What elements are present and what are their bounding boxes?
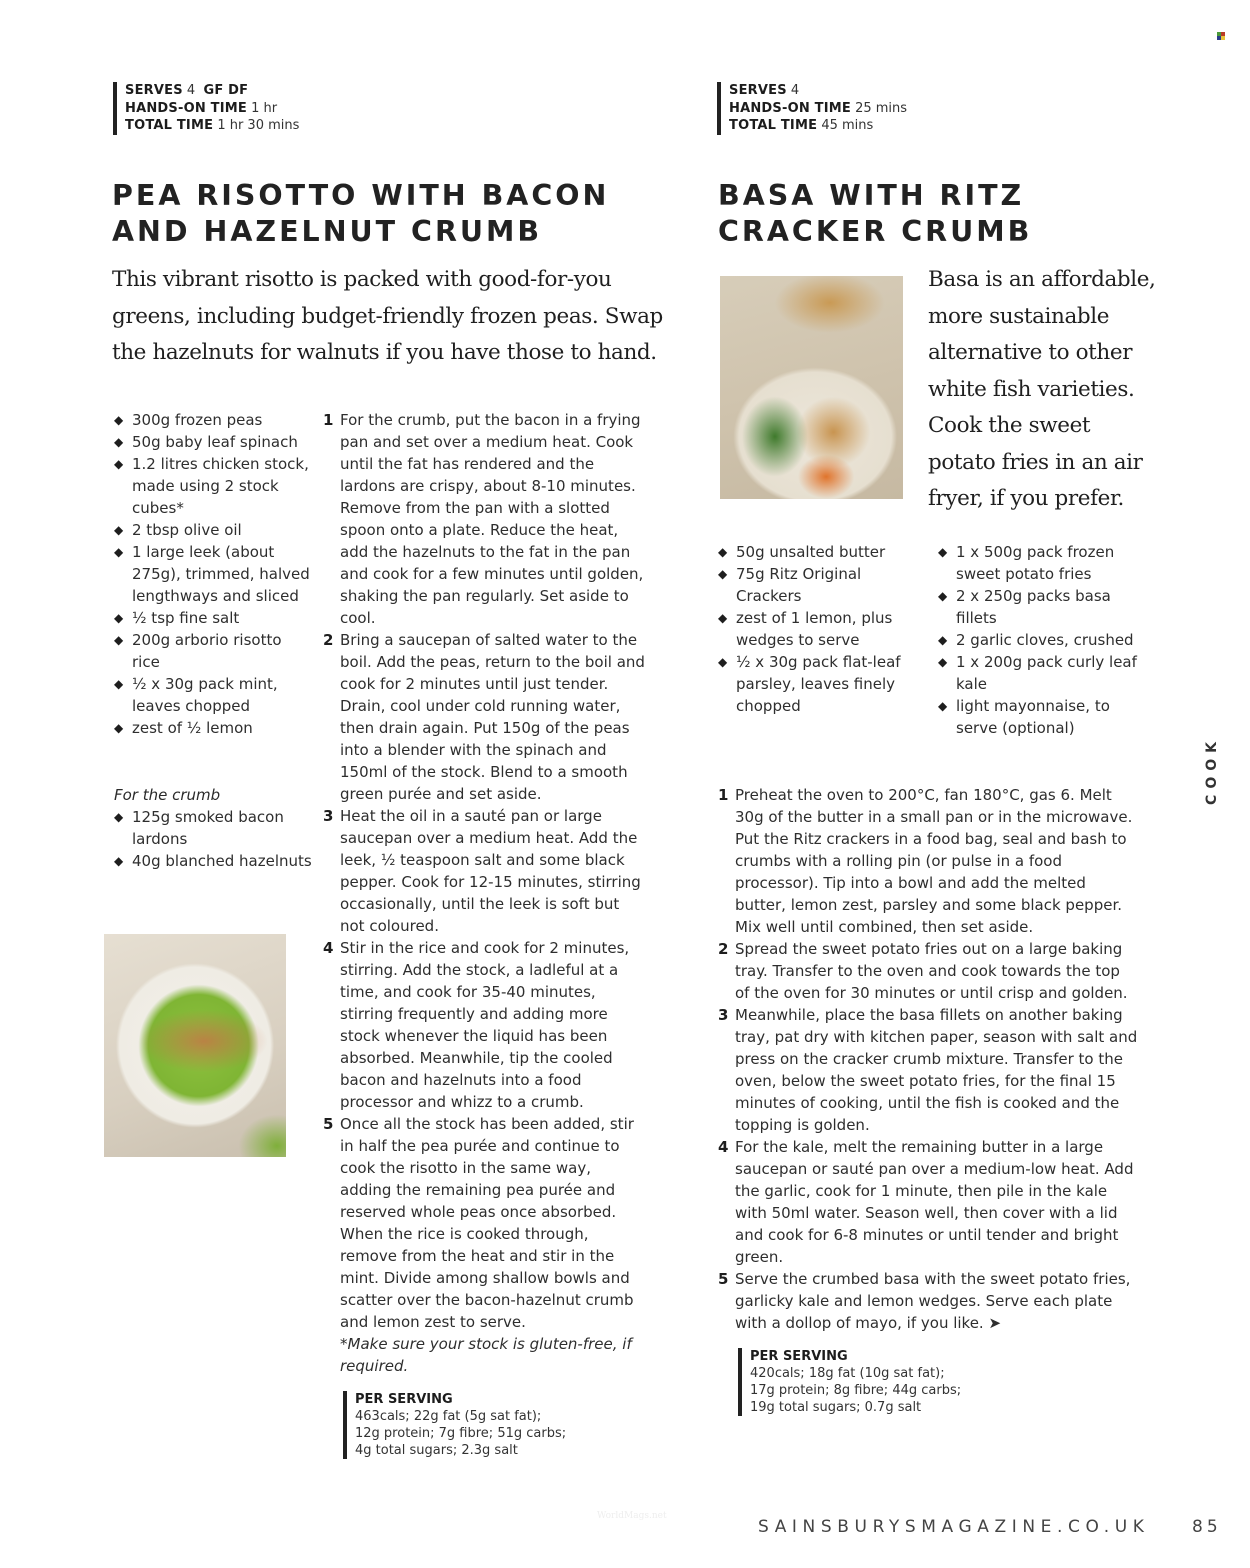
- pea-risotto-photo: [104, 934, 286, 1157]
- page-number: 85: [1192, 1517, 1222, 1537]
- ingredient-list-crumb: [114, 806, 314, 872]
- list-item: ◆ light mayonnaise, to serve (optional): [938, 695, 1148, 739]
- recipe-meta-pea-risotto: [113, 82, 299, 135]
- nutrition-line: 12g protein; 7g fibre; 51g carbs;: [355, 1426, 567, 1441]
- list-item: ◆ ½ x 30g pack mint, leaves chopped: [114, 673, 314, 717]
- list-item: ◆ 1 x 200g pack curly leaf kale: [938, 651, 1148, 695]
- method-step: 4 For the kale, melt the remaining butter in a large saucepan or sauté pan over a medium-low heat. Add the garlic, cook for 1 minute, then pile in the kale with 50ml water. Season well, then cover with a lid and cook for 6-8 minutes or until tender and bright green.: [718, 1138, 1134, 1266]
- publisher-logo-icon: [1217, 32, 1225, 40]
- list-item: ◆ 75g Ritz Original Crackers: [718, 563, 928, 607]
- section-tab-cook: COOK: [1204, 736, 1220, 805]
- serves-row: SERVES 4: [729, 83, 800, 98]
- list-item: ◆ 1.2 litres chicken stock, made using 2 stock cubes*: [114, 453, 314, 519]
- total-time-row: TOTAL TIME 1 hr 30 mins: [125, 118, 300, 133]
- hands-on-row: HANDS-ON TIME 25 mins: [729, 100, 908, 116]
- footer-website: SAINSBURYSMAGAZINE.CO.UK: [758, 1517, 1150, 1537]
- crumb-subheading: For the crumb: [114, 786, 221, 804]
- recipe-meta-basa: [717, 82, 907, 135]
- hands-on-row: HANDS-ON TIME 1 hr: [125, 100, 278, 116]
- list-item: ◆ 1 large leek (about 275g), trimmed, halved lengthways and sliced: [114, 541, 314, 607]
- nutrition-line: 420cals; 18g fat (10g sat fat);: [750, 1366, 945, 1381]
- list-item: ◆ 125g smoked bacon lardons: [114, 806, 314, 850]
- ingredient-list-basa-col1: [718, 541, 928, 717]
- recipe-intro-basa: Basa is an affordable, more sustainable alternative to other white fish varieties. Cook the sweet potato fries in an air fryer, if you prefer.: [928, 267, 1156, 511]
- ingredient-list-basa-col2: [938, 541, 1148, 739]
- recipe-intro-pea-risotto: This vibrant risotto is packed with good-for-you greens, including budget-friendly frozen peas. Swap the hazelnuts for walnuts if you have those to hand.: [112, 267, 663, 365]
- method-step: 1 Preheat the oven to 200°C, fan 180°C, gas 6. Melt 30g of the butter in a small pan or in the microwave. Put the Ritz crackers in a food bag, seal and bash to crumbs with a rolling pin (or pulse in a food processor). Tip into a bowl and add the melted butter, lemon zest, parsley and some black pepper. Mix well until combined, then set aside.: [718, 786, 1133, 936]
- nutrition-line: 463cals; 22g fat (5g sat fat);: [355, 1409, 542, 1424]
- ingredient-list-pea-risotto: [114, 409, 314, 739]
- dietary-badges: GF DF: [203, 83, 249, 98]
- method-step: 4 Stir in the rice and cook for 2 minutes, stirring. Add the stock, a ladleful at a time, and cook for 35-40 minutes, stirring frequently and adding more stock whenever the liquid has been absorbed. Meanwhile, tip the cooled bacon and hazelnuts into a food processor and whizz to a crumb.: [323, 939, 630, 1111]
- list-item: ◆ ½ x 30g pack flat-leaf parsley, leaves finely chopped: [718, 651, 928, 717]
- recipe-title-basa: BASA WITH RITZ CRACKER CRUMB: [718, 179, 1033, 248]
- basa-fish-photo: [720, 276, 903, 499]
- nutrition-box-basa: [738, 1348, 961, 1416]
- serves-row: SERVES 4 GF DF: [125, 83, 249, 98]
- gluten-free-note: *Make sure your stock is gluten-free, if required.: [340, 1335, 632, 1375]
- list-item: ◆ 50g unsalted butter: [718, 541, 928, 563]
- list-item: ◆ ½ tsp fine salt: [114, 607, 314, 629]
- list-item: ◆ 200g arborio risotto rice: [114, 629, 314, 673]
- watermark: WorldMags.net: [597, 1511, 667, 1521]
- list-item: ◆ 2 garlic cloves, crushed: [938, 629, 1148, 651]
- nutrition-line: 4g total sugars; 2.3g salt: [355, 1443, 518, 1458]
- method-list-basa: [718, 784, 1138, 1334]
- list-item: ◆ 300g frozen peas: [114, 409, 314, 431]
- nutrition-line: 19g total sugars; 0.7g salt: [750, 1400, 922, 1415]
- method-step: 3 Meanwhile, place the basa fillets on another baking tray, pat dry with kitchen paper, season with salt and press on the cracker crumb mixture. Transfer to the oven, below the sweet potato fries, for the final 15 minutes of cooking, until the fish is cooked and the topping is golden.: [718, 1006, 1138, 1134]
- method-list-pea-risotto: [323, 409, 645, 1377]
- nutrition-box-pea-risotto: [343, 1391, 566, 1459]
- method-step: 2 Bring a saucepan of salted water to the boil. Add the peas, return to the boil and cook for 2 minutes until just tender. Drain, cool under cold running water, then drain again. Put 150g of the peas into a blender with the spinach and 150ml of the stock. Blend to a smooth green purée and set aside.: [323, 631, 645, 803]
- method-step: 2 Spread the sweet potato fries out on a large baking tray. Transfer to the oven and cook towards the top of the oven for 30 minutes or until crisp and golden.: [718, 940, 1128, 1002]
- list-item: ◆ 2 tbsp olive oil: [114, 519, 314, 541]
- method-step: 5 Serve the crumbed basa with the sweet potato fries, garlicky kale and lemon wedges. Serve each plate with a dollop of mayo, if you like. ➤: [718, 1270, 1131, 1332]
- recipe-title-pea-risotto: PEA RISOTTO WITH BACON AND HAZELNUT CRUMB: [112, 179, 610, 248]
- method-step: 1 For the crumb, put the bacon in a frying pan and set over a medium heat. Cook until the fat has rendered and the lardons are crispy, about 8-10 minutes. Remove from the pan with a slotted spoon onto a plate. Reduce the heat, add the hazelnuts to the fat in the pan and cook for a few minutes until golden, shaking the pan regularly. Set aside to cool.: [323, 411, 644, 627]
- list-item: ◆ 1 x 500g pack frozen sweet potato fries: [938, 541, 1148, 585]
- total-time-row: TOTAL TIME 45 mins: [729, 118, 874, 133]
- method-step: 3 Heat the oil in a sauté pan or large saucepan over a medium heat. Add the leek, ½ teaspoon salt and some black pepper. Cook for 12-15 minutes, stirring occasionally, until the leek is soft but not coloured.: [323, 807, 641, 935]
- nutrition-line: 17g protein; 8g fibre; 44g carbs;: [750, 1383, 962, 1398]
- method-step: 5 Once all the stock has been added, stir in half the pea purée and continue to cook the risotto in the same way, adding the remaining pea purée and reserved whole peas once absorbed. When the rice is cooked through, remove from the heat and stir in the mint. Divide among shallow bowls and scatter over the bacon-hazelnut crumb and lemon zest to serve.: [323, 1115, 634, 1331]
- list-item: ◆ zest of 1 lemon, plus wedges to serve: [718, 607, 928, 651]
- list-item: ◆ 40g blanched hazelnuts: [114, 850, 314, 872]
- list-item: ◆ 2 x 250g packs basa fillets: [938, 585, 1148, 629]
- nutrition-heading: PER SERVING: [355, 1392, 453, 1407]
- list-item: ◆ 50g baby leaf spinach: [114, 431, 314, 453]
- list-item: ◆ zest of ½ lemon: [114, 717, 314, 739]
- nutrition-heading: PER SERVING: [750, 1349, 848, 1364]
